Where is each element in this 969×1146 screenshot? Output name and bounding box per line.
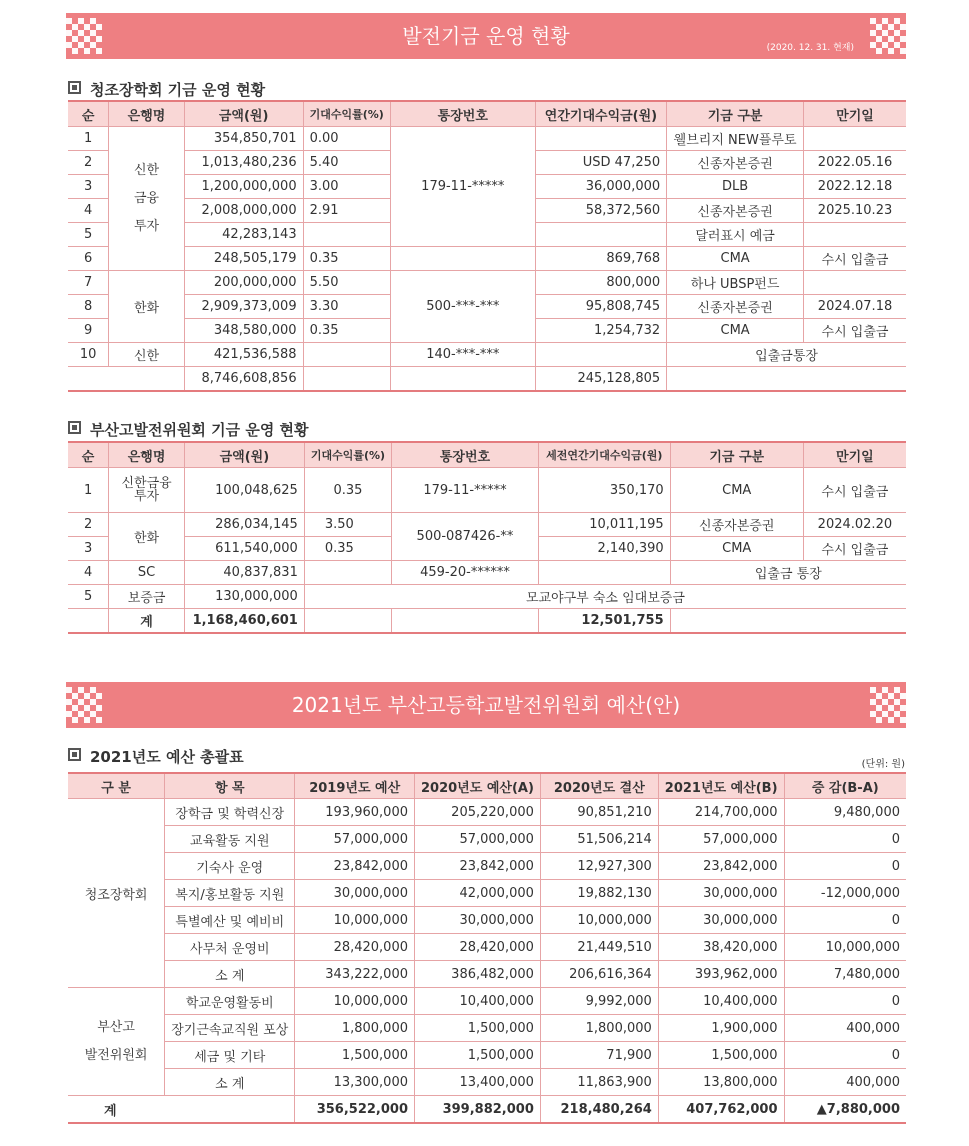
budget-banner (66, 682, 906, 728)
table-header-row: 순 은행명 금액(원) 기대수익률(%) 통장번호 연간기대수익금(원) 기금 구분 만기일 (68, 101, 906, 127)
cheongjo-fund-table (68, 100, 906, 392)
table-row: 교육활동 지원 57,000,000 57,000,000 51,506,214 57,000,000 0 (68, 826, 906, 853)
total-income: 12,501,755 (538, 609, 670, 634)
table-row: 복지/홍보활동 지원 30,000,000 42,000,000 19,882,130 30,000,000 -12,000,000 (68, 880, 906, 907)
table-row: 세금 및 기타 1,500,000 1,500,000 71,900 1,500,000 0 (68, 1042, 906, 1069)
total-row: 계 1,168,460,601 12,501,755 (68, 609, 906, 634)
subtotal-row: 소 계 343,222,000 386,482,000 206,616,364 393,962,000 7,480,000 (68, 961, 906, 988)
group-label: 부산고 발전위원회 (68, 988, 165, 1096)
table-row: 5 42,283,143 달러표시 예금 (68, 223, 906, 247)
header-banner (66, 13, 906, 59)
table-row: 7 한화 200,000,000 5.50 500-***-*** 800,000 하나 UBSP펀드 (68, 271, 906, 295)
banner-date: (2020. 12. 31. 현재) (766, 43, 854, 53)
banner-title: 발전기금 운영 현황 (402, 24, 570, 48)
table-row: 3 611,540,000 0.35 2,140,390 CMA 수시 입출금 (68, 537, 906, 561)
table-row: 2 1,013,480,236 5.40 USD 47,250 신종자본증권 2022.05.16 (68, 151, 906, 175)
table-row: 특별예산 및 예비비 10,000,000 30,000,000 10,000,000 30,000,000 0 (68, 907, 906, 934)
total-income: 245,128,805 (535, 367, 666, 392)
budget-summary-table (68, 772, 906, 1124)
section-title-cheongjo: 청조장학회 기금 운영 현황 (68, 79, 265, 100)
banner-title: 2021년도 부산고등학교발전위원회 예산(안) (291, 693, 681, 717)
square-bullet-icon (68, 421, 81, 434)
square-bullet-icon (68, 748, 81, 761)
checker-pattern-right (870, 687, 906, 723)
total-row: 계 356,522,000 399,882,000 218,480,264 407,762,000 ▲7,880,000 (68, 1096, 906, 1124)
table-header-row: 순 은행명 금액(원) 기대수익률(%) 통장번호 세전연간기대수익금(원) 기금 구분 만기일 (68, 442, 906, 468)
table-row: 8 2,909,373,009 3.30 95,808,745 신종자본증권 2024.07.18 (68, 295, 906, 319)
subtotal-row: 소 계 13,300,000 13,400,000 11,863,900 13,800,000 400,000 (68, 1069, 906, 1096)
table-row: 3 1,200,000,000 3.00 36,000,000 DLB 2022.12.18 (68, 175, 906, 199)
section-title-development: 부산고발전위원회 기금 운영 현황 (68, 419, 309, 440)
section-title-budget: 2021년도 예산 총괄표 (68, 746, 244, 767)
table-row: 6 248,505,179 0.35 869,768 CMA 수시 입출금 (68, 247, 906, 271)
table-row: 5 보증금 130,000,000 모교야구부 숙소 임대보증금 (68, 585, 906, 609)
development-fund-table (68, 441, 906, 634)
table-row: 청조장학회 장학금 및 학력신장 193,960,000 205,220,000 90,851,210 214,700,000 9,480,000 (68, 799, 906, 826)
table-row: 4 2,008,000,000 2.91 58,372,560 신종자본증권 2025.10.23 (68, 199, 906, 223)
table-row: 2 한화 286,034,145 3.50 500-087426-** 10,011,195 신종자본증권 2024.02.20 (68, 513, 906, 537)
table-row: 사무처 운영비 28,420,000 28,420,000 21,449,510 38,420,000 10,000,000 (68, 934, 906, 961)
total-row (68, 367, 906, 392)
group-label: 청조장학회 (68, 799, 165, 988)
table-header-row: 구 분 항 목 2019년도 예산 2020년도 예산(A) 2020년도 결산 2021년도 예산(B) 증 감(B-A) (68, 773, 906, 799)
table-row: 1 신한금융 투자 100,048,625 0.35 179-11-***** 350,170 CMA 수시 입출금 (68, 468, 906, 513)
table-row: 10 신한 421,536,588 140-***-*** 입출금통장 (68, 343, 906, 367)
table-row: 부산고 발전위원회 학교운영활동비 10,000,000 10,400,000 9,992,000 10,400,000 0 (68, 988, 906, 1015)
unit-label: (단위: 원) (861, 759, 905, 770)
total-amount: 1,168,460,601 (184, 609, 304, 634)
table-row: 9 348,580,000 0.35 1,254,732 CMA 수시 입출금 (68, 319, 906, 343)
table-row: 4 SC 40,837,831 459-20-****** 입출금 통장 (68, 561, 906, 585)
checker-pattern-right (870, 18, 906, 54)
table-row: 장기근속교직원 포상 1,800,000 1,500,000 1,800,000 1,900,000 400,000 (68, 1015, 906, 1042)
total-amount: 8,746,608,856 (184, 367, 303, 392)
table-row: 1 신한 금융 투자 354,850,701 0.00 179-11-***** 웰브리지 NEW플루토 (68, 127, 906, 151)
table-row: 기숙사 운영 23,842,000 23,842,000 12,927,300 23,842,000 0 (68, 853, 906, 880)
square-bullet-icon (68, 81, 81, 94)
